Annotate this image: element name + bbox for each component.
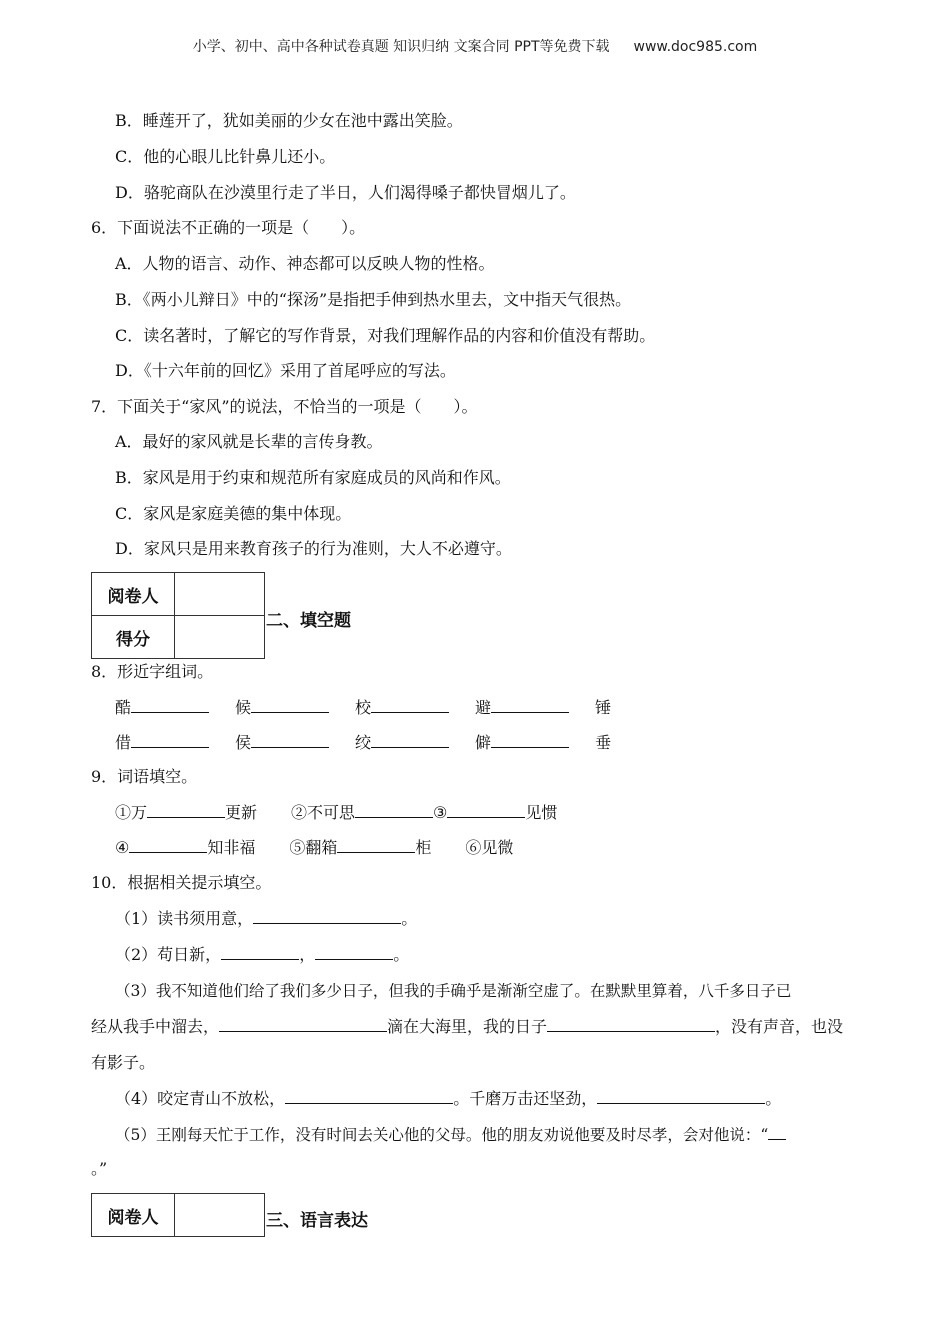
q7-option-b: B．家风是用于约束和规范所有家庭成员的风尚和作风。 xyxy=(115,468,511,487)
answer-blank[interactable] xyxy=(371,698,449,713)
q9-item-2-prefix: ②不可思 xyxy=(291,803,356,822)
q10-sub-2 xyxy=(115,944,409,966)
header-text: 小学、初中、高中各种试卷真题 知识归纳 文案合同 PPT等免费下载 xyxy=(192,39,610,55)
q8-char: 借 xyxy=(115,733,132,752)
q10-sub-1-end: 。 xyxy=(401,909,418,928)
grader-box-section-3 xyxy=(91,1193,265,1237)
q6-option-d: D．《十六年前的回忆》采用了首尾呼应的写法。 xyxy=(115,361,456,380)
q7-option-d: D．家风只是用来教育孩子的行为准则，大人不必遵守。 xyxy=(115,539,512,558)
answer-blank[interactable] xyxy=(253,909,401,924)
q8-stem: 8．形近字组词。 xyxy=(91,662,214,681)
q9-row-2 xyxy=(115,837,513,859)
q10-sub-2-comma: ， xyxy=(299,945,316,964)
q8-char: 校 xyxy=(355,698,372,717)
q6-option-b: B．《两小儿辩日》中的“探汤”是指把手伸到热水里去，文中指天气很热。 xyxy=(115,290,632,309)
q10-sub-4-text-a: （4）咬定青山不放松， xyxy=(115,1089,286,1108)
q5-option-c: C．他的心眼儿比针鼻儿还小。 xyxy=(115,147,336,166)
q10-sub-3-text-b: 滴在大海里，我的日子 xyxy=(387,1017,548,1036)
reviewer-cell[interactable] xyxy=(175,573,265,616)
answer-blank[interactable] xyxy=(768,1125,786,1140)
reviewer-cell[interactable] xyxy=(175,1194,265,1237)
q10-sub-5-text: （5）王刚每天忙于工作，没有时间去关心他的父母。他的朋友劝说他要及时尽孝，会对他说：“ xyxy=(115,1126,769,1144)
answer-blank[interactable] xyxy=(285,1089,453,1104)
q10-sub-4-text-b: 。千磨万击还坚劲， xyxy=(453,1089,598,1108)
q6-option-a: A．人物的语言、动作、神态都可以反映人物的性格。 xyxy=(115,254,495,273)
q10-sub-2-text: （2）苟日新， xyxy=(115,945,222,964)
q9-item-4-prefix: ④ xyxy=(115,838,130,857)
q8-char: 侯 xyxy=(235,733,252,752)
q8-row-2 xyxy=(115,732,611,754)
answer-blank[interactable] xyxy=(547,1017,715,1032)
score-cell[interactable] xyxy=(175,616,265,659)
grader-box-section-2 xyxy=(91,572,265,659)
answer-blank[interactable] xyxy=(355,803,433,818)
q10-sub-4 xyxy=(115,1088,781,1110)
q8-char: 候 xyxy=(235,698,252,717)
q7-stem: 7．下面关于“家风”的说法，不恰当的一项是（ ）。 xyxy=(91,397,478,416)
answer-blank[interactable] xyxy=(147,803,225,818)
page-header xyxy=(0,36,950,56)
q5-option-d: D．骆驼商队在沙漠里行走了半日，人们渴得嗓子都快冒烟儿了。 xyxy=(115,183,576,202)
q5-option-b: B．睡莲开了，犹如美丽的少女在池中露出笑脸。 xyxy=(115,111,463,130)
answer-blank[interactable] xyxy=(315,945,393,960)
q9-item-1-prefix: ①万 xyxy=(115,803,148,822)
q9-item-5-prefix: ⑤翻箱 xyxy=(289,838,338,857)
q7-option-a: A．最好的家风就是长辈的言传身教。 xyxy=(115,432,383,451)
q10-sub-3-text-c: ，没有声音，也没 xyxy=(715,1017,844,1036)
answer-blank[interactable] xyxy=(491,698,569,713)
q10-sub-3-line-2 xyxy=(91,1016,843,1038)
q10-sub-3-line-3: 有影子。 xyxy=(91,1053,156,1072)
q9-item-5-suffix: 柜 xyxy=(415,838,432,857)
q10-sub-5-line-1 xyxy=(115,1124,786,1146)
answer-blank[interactable] xyxy=(129,838,207,853)
answer-blank[interactable] xyxy=(337,838,415,853)
header-site: www.doc985.com xyxy=(633,39,758,55)
q10-sub-1-text: （1）读书须用意， xyxy=(115,909,254,928)
q7-option-c: C．家风是家庭美德的集中体现。 xyxy=(115,504,352,523)
q10-stem: 10．根据相关提示填空。 xyxy=(91,873,272,892)
q10-sub-2-end: 。 xyxy=(393,945,410,964)
q10-sub-5-line-2: 。” xyxy=(91,1159,108,1178)
answer-blank[interactable] xyxy=(371,733,449,748)
answer-blank[interactable] xyxy=(597,1089,765,1104)
score-label: 得分 xyxy=(92,616,175,659)
answer-blank[interactable] xyxy=(447,803,525,818)
q9-item-3-prefix: ③ xyxy=(433,803,448,822)
reviewer-label: 阅卷人 xyxy=(92,573,175,616)
q6-stem: 6．下面说法不正确的一项是（ ）。 xyxy=(91,218,366,237)
q9-item-4-suffix: 知非福 xyxy=(207,838,256,857)
answer-blank[interactable] xyxy=(221,945,299,960)
q8-row-1 xyxy=(115,697,611,719)
q9-item-3-suffix: 见惯 xyxy=(525,803,558,822)
q10-sub-4-end: 。 xyxy=(765,1089,782,1108)
q8-char: 锤 xyxy=(595,698,612,717)
answer-blank[interactable] xyxy=(491,733,569,748)
q9-row-1 xyxy=(115,802,557,824)
q8-char: 酷 xyxy=(115,698,132,717)
q8-char: 僻 xyxy=(475,733,492,752)
answer-blank[interactable] xyxy=(251,733,329,748)
reviewer-label: 阅卷人 xyxy=(92,1194,175,1237)
q10-sub-1 xyxy=(115,908,417,930)
answer-blank[interactable] xyxy=(251,698,329,713)
answer-blank[interactable] xyxy=(131,698,209,713)
answer-blank[interactable] xyxy=(219,1017,387,1032)
q8-char: 避 xyxy=(475,698,492,717)
q8-char: 绞 xyxy=(355,733,372,752)
q6-option-c: C．读名著时，了解它的写作背景，对我们理解作品的内容和价值没有帮助。 xyxy=(115,326,656,345)
answer-blank[interactable] xyxy=(131,733,209,748)
q10-sub-3-line-1: （3）我不知道他们给了我们多少日子，但我的手确乎是渐渐空虚了。在默默里算着，八千多日子已 xyxy=(115,982,792,1000)
section-3-title: 三、语言表达 xyxy=(266,1211,368,1231)
q10-sub-3-text-a: 经从我手中溜去， xyxy=(91,1017,220,1036)
section-2-title: 二、填空题 xyxy=(266,611,351,631)
q9-item-1-suffix: 更新 xyxy=(225,803,258,822)
q9-stem: 9．词语填空。 xyxy=(91,767,198,786)
q8-char: 垂 xyxy=(595,733,612,752)
q9-item-6-prefix: ⑥见微 xyxy=(465,838,514,857)
